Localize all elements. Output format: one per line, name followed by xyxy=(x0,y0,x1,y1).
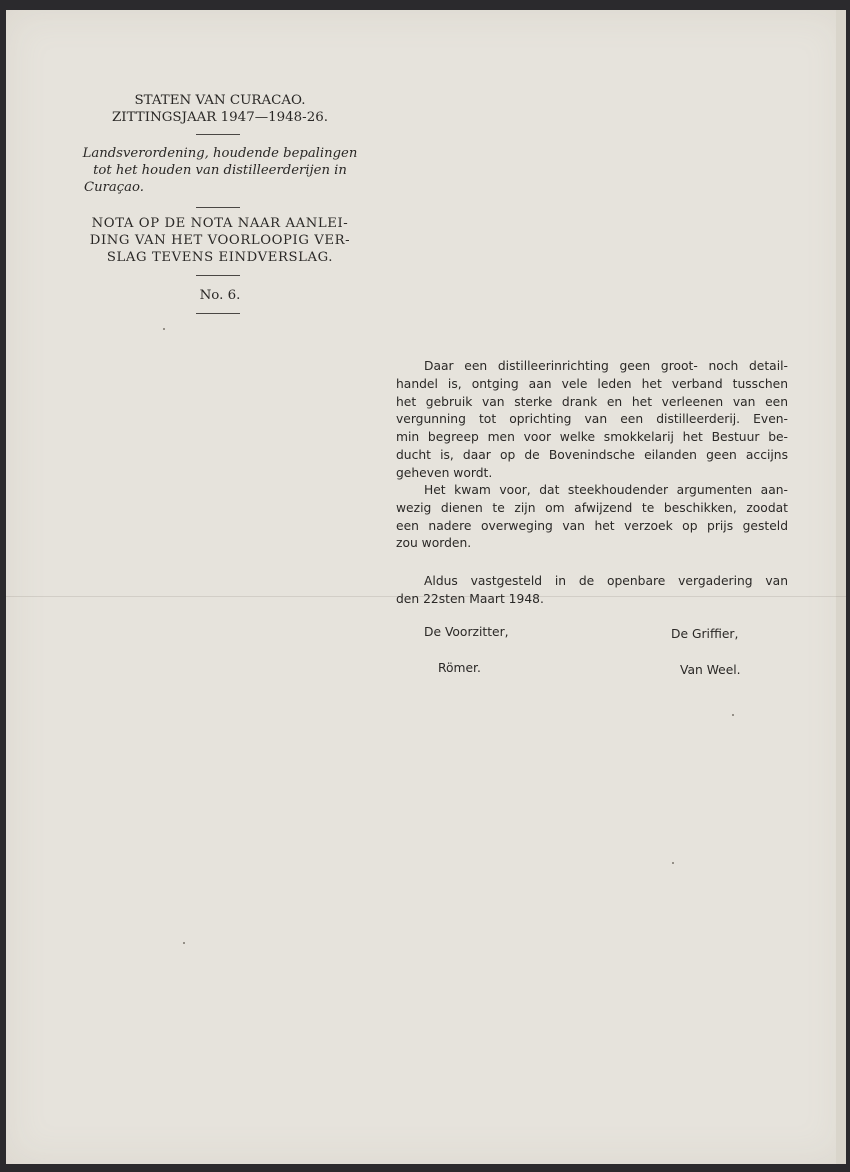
subject xyxy=(70,145,370,196)
clerk-name: Van Weel. xyxy=(680,663,741,677)
closing-paragraph xyxy=(396,573,788,609)
body-line: het gebruik van sterke drank en het verleenen van een xyxy=(396,394,788,409)
body-paragraph-2 xyxy=(396,482,788,553)
header-line-2: ZITTINGSJAAR 1947—1948-26. xyxy=(112,110,328,125)
body-line: handel is, ontging aan vele leden het verband tusschen xyxy=(396,376,788,391)
body-line: geheven wordt. xyxy=(396,465,493,480)
document-header xyxy=(70,92,370,126)
title-line-3: SLAG TEVENS EINDVERSLAG. xyxy=(106,250,334,265)
body-paragraph-1 xyxy=(396,358,788,483)
body-line: Aldus vastgesteld in de openbare vergadering van xyxy=(424,574,788,588)
divider-rule xyxy=(196,207,240,208)
page-edge xyxy=(836,10,846,1164)
divider-rule xyxy=(196,275,240,276)
header-line-1: STATEN VAN CURACAO. xyxy=(134,93,306,108)
body-line: den 22sten Maart 1948. xyxy=(396,591,544,606)
body-line: een nadere overweging van het verzoek op prijs gesteld xyxy=(396,518,788,533)
clerk-title: De Griffier, xyxy=(671,627,739,641)
body-line: zou worden. xyxy=(396,536,472,551)
chair-title: De Voorzitter, xyxy=(424,625,509,639)
title-line-2: DING VAN HET VOORLOOPIG VER- xyxy=(89,233,351,248)
document-title xyxy=(70,215,370,266)
body-line: min begreep men voor welke smokkelarij het Bestuur be- xyxy=(396,430,788,445)
body-line: ducht is, daar op de Bovenindsche eilanden geen accijns xyxy=(396,447,788,462)
document-number: No. 6. xyxy=(199,288,241,303)
paper-speck xyxy=(732,714,734,716)
body-line: Daar een distilleerinrichting geen groot- noch detail- xyxy=(424,359,788,373)
subject-line-2: tot het houden van distilleerderijen in xyxy=(93,163,347,178)
body-line: vergunning tot oprichting van een distilleerderij. Even- xyxy=(396,412,788,427)
paper-speck xyxy=(183,942,185,944)
subject-line-1: Landsverordening, houdende bepalingen xyxy=(82,146,358,161)
paper-speck xyxy=(672,862,674,864)
body-line: wezig dienen te zijn om afwijzend te beschikken, zoodat xyxy=(396,500,788,515)
subject-line-3: Curaçao. xyxy=(84,180,144,195)
title-line-1: NOTA OP DE NOTA NAAR AANLEI- xyxy=(91,216,349,231)
divider-rule xyxy=(196,313,240,314)
body-line: Het kwam voor, dat steekhoudender argumenten aan- xyxy=(424,483,788,497)
chair-name: Römer. xyxy=(438,661,481,675)
paper-speck xyxy=(163,328,165,330)
divider-rule xyxy=(196,134,240,135)
